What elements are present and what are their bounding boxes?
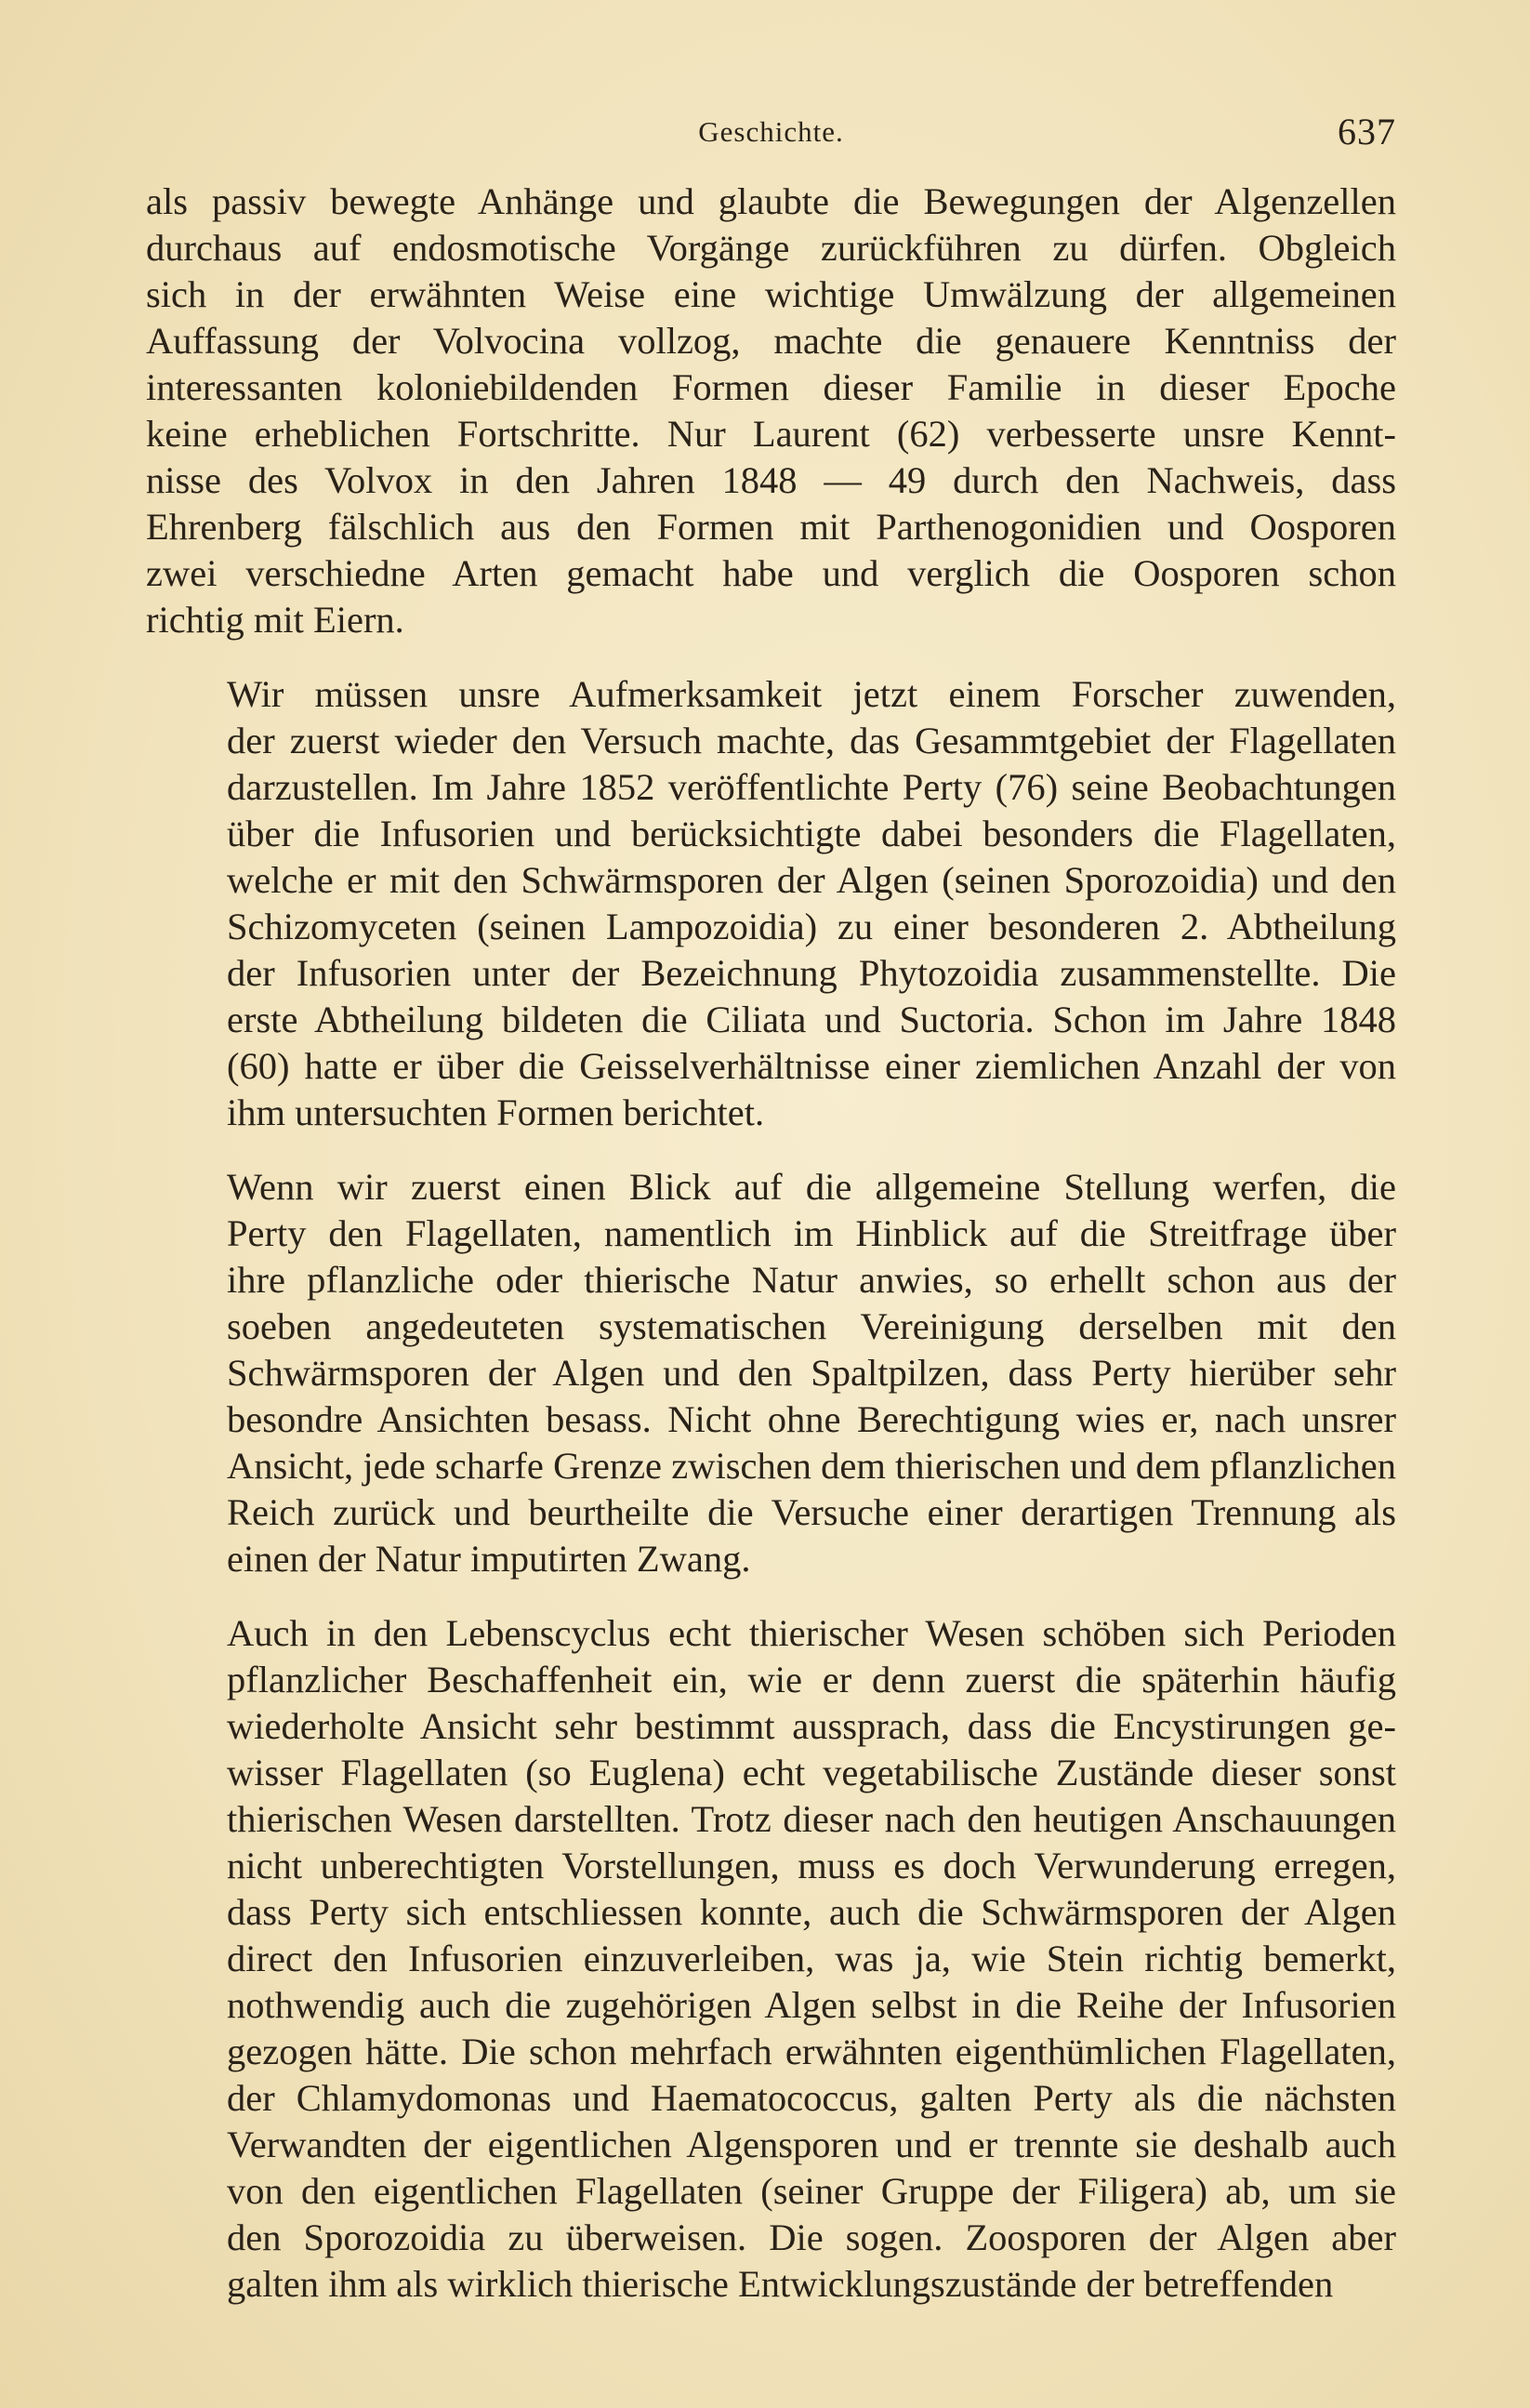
text-line: dass Perty sich entschliessen konnte, auch die Schwärmsporen der Algen — [227, 1891, 1396, 1933]
text-line: Schizomyceten (seinen Lampozoidia) zu einer besonderen 2. Abtheilung — [227, 906, 1396, 947]
text-line: Auch in den Lebenscyclus echt thierischer Wesen schöben sich Perioden — [227, 1612, 1396, 1654]
text-line: Wir müssen unsre Aufmerksamkeit jetzt einem Forscher zuwenden, — [227, 673, 1396, 715]
text-line: einen der Natur imputirten Zwang. — [227, 1538, 751, 1580]
text-line: der zuerst wieder den Versuch machte, das Gesammtgebiet der Flagellaten — [227, 720, 1396, 761]
text-line: durchaus auf endosmotische Vorgänge zurückführen zu dürfen. Obgleich — [146, 227, 1396, 269]
text-line: erste Abtheilung bildeten die Ciliata und Suctoria. Schon im Jahre 1848 — [227, 999, 1396, 1040]
text-line: Verwandten der eigentlichen Algensporen und er trennte sie deshalb auch — [227, 2124, 1396, 2165]
text-line: sich in der erwähnten Weise eine wichtige Umwälzung der allgemeinen — [146, 273, 1396, 315]
paragraph — [146, 1164, 1396, 1582]
text-line: Schwärmsporen der Algen und den Spaltpilzen, dass Perty hierüber sehr — [227, 1352, 1396, 1394]
text-line: pflanzlicher Beschaffenheit ein, wie er denn zuerst die späterhin häufig — [227, 1659, 1396, 1700]
text-line: (60) hatte er über die Geisselverhältnisse einer ziemlichen Anzahl der von — [227, 1045, 1396, 1087]
text-line: von den eigentlichen Flagellaten (seiner Gruppe der Filigera) ab, um sie — [227, 2170, 1396, 2212]
text-line: soeben angedeuteten systematischen Vereinigung derselben mit den — [227, 1305, 1396, 1347]
running-title: Geschichte. — [698, 115, 844, 148]
text-line: direct den Infusorien einzuverleiben, was ja, wie Stein richtig bemerkt, — [227, 1938, 1396, 1979]
text-line: interessanten koloniebildenden Formen dieser Familie in dieser Epoche — [146, 366, 1396, 408]
paragraph — [146, 179, 1396, 643]
text-line: nothwendig auch die zugehörigen Algen selbst in die Reihe der Infusorien — [227, 1984, 1396, 2026]
text-line: wiederholte Ansicht sehr bestimmt aussprach, dass die Encystirungen ge- — [227, 1705, 1396, 1747]
text-line: Wenn wir zuerst einen Blick auf die allgemeine Stellung werfen, die — [227, 1166, 1396, 1208]
text-line: als passiv bewegte Anhänge und glaubte die Bewegungen der Algenzellen — [146, 180, 1396, 222]
text-line: darzustellen. Im Jahre 1852 veröffentlichte Perty (76) seine Beobachtungen — [227, 766, 1396, 808]
paragraph — [146, 1610, 1396, 2308]
text-line: welche er mit den Schwärmsporen der Algen (seinen Sporozoidia) und den — [227, 859, 1396, 901]
text-line: Ansicht, jede scharfe Grenze zwischen dem thierischen und dem pflanzlichen — [227, 1445, 1396, 1487]
running-head — [146, 110, 1396, 156]
book-page — [146, 0, 1396, 2408]
text-line: richtig mit Eiern. — [146, 599, 404, 641]
text-line: keine erheblichen Fortschritte. Nur Laurent (62) verbesserte unsre Kennt- — [146, 413, 1396, 455]
text-line: den Sporozoidia zu überweisen. Die sogen. Zoosporen der Algen aber — [227, 2216, 1396, 2258]
text-line: Perty den Flagellaten, namentlich im Hinblick auf die Streitfrage über — [227, 1212, 1396, 1254]
text-line: Ehrenberg fälschlich aus den Formen mit Parthenogonidien und Oosporen — [146, 506, 1396, 548]
text-line: galten ihm als wirklich thierische Entwicklungszustände der betreffenden — [227, 2263, 1334, 2305]
text-line: zwei verschiedne Arten gemacht habe und verglich die Oosporen schon — [146, 552, 1396, 594]
text-line: besondre Ansichten besass. Nicht ohne Berechtigung wies er, nach unsrer — [227, 1398, 1396, 1440]
text-line: Auffassung der Volvocina vollzog, machte die genauere Kenntniss der — [146, 320, 1396, 362]
text-line: gezogen hätte. Die schon mehrfach erwähnten eigenthümlichen Flagellaten, — [227, 2031, 1396, 2072]
text-line: der Infusorien unter der Bezeichnung Phytozoidia zusammenstellte. Die — [227, 952, 1396, 994]
paragraph — [146, 671, 1396, 1136]
body-text — [146, 179, 1396, 2308]
text-line: der Chlamydomonas und Haematococcus, galten Perty als die nächsten — [227, 2077, 1396, 2119]
text-line: nisse des Volvox in den Jahren 1848 — 49 durch den Nachweis, dass — [146, 459, 1396, 501]
text-line: Reich zurück und beurtheilte die Versuche einer derartigen Trennung als — [227, 1491, 1396, 1533]
text-line: wisser Flagellaten (so Euglena) echt vegetabilische Zustände dieser sonst — [227, 1752, 1396, 1793]
page-number: 637 — [1338, 111, 1396, 152]
text-line: ihm untersuchten Formen berichtet. — [227, 1092, 765, 1133]
text-line: ihre pflanzliche oder thierische Natur anwies, so erhellt schon aus der — [227, 1259, 1396, 1301]
text-line: thierischen Wesen darstellten. Trotz dieser nach den heutigen Anschauungen — [227, 1798, 1396, 1840]
text-line: nicht unberechtigten Vorstellungen, muss es doch Verwunderung erregen, — [227, 1845, 1396, 1886]
text-line: über die Infusorien und berücksichtigte dabei besonders die Flagellaten, — [227, 813, 1396, 854]
